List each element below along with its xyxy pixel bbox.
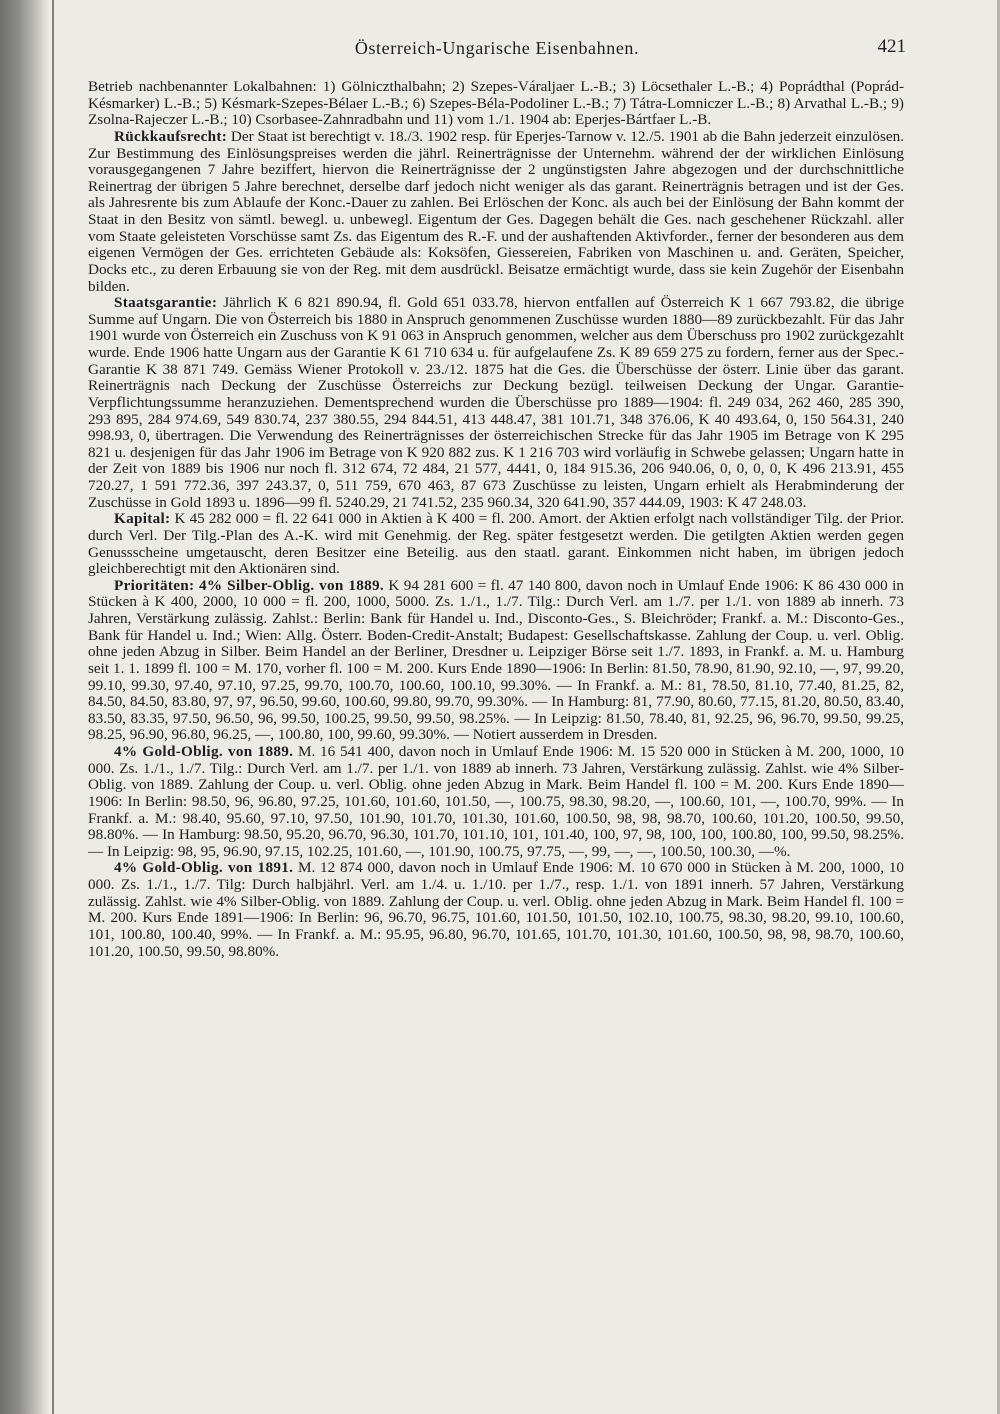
paragraph-text: Betrieb nachbenannter Lokalbahnen: 1) Gölniczthalbahn; 2) Szepes-Váraljaer L.-B.; 3) Löcsethaler L.-B.; 4) Poprádthal (Poprád-Késmarker) L.-B.; 5) Késmark-Szepes-Bélaer L.-B.; 6) Szepes-Béla-Podoliner L.-B.; 7) Tátra-Lomniczer L.-B.; 8) Arvathal L.-B.; 9) Zsolna-Rajeczer L.-B.; 10) Csorbasee-Zahnradbahn und 11) vom 1./1. 1904 ab: Eperjes-Bártfaer L.-B. — [88, 78, 904, 129]
paragraph-silber-oblig-1889 — [88, 578, 904, 744]
paragraph-text: Der Staat ist berechtigt v. 18./3. 1902 resp. für Eperjes-Tarnow v. 12./5. 1901 ab die Bahn jederzeit einzulösen. Zur Bestimmung des Einlösungspreises werden die jährl. Reinerträgnisse der Unternehm. während der der wirklichen Einlösung vorausgegangenen 7 Jahre beziffert, hiervon die Reinerträgnisse der 2 ungünstigsten Jahre abgezogen und der durchschnittliche Reinertrag der übrigen 5 Jahre berechnet, derselbe darf jedoch nicht weniger als das garant. Reinerträgnis betragen und ist der Ges. als Jahresrente bis zum Ablaufe der Konc.-Dauer zu zahlen. Bei Erlöschen der Konc. als auch bei der Einlösung der Bahn kommt der Staat in den Besitz von sämtl. bewegl. u. unbewegl. Eigentum der Ges. Dagegen behält die Ges. nach geschehener Rückzahl. aller vom Staate geleisteten Vorschüsse samt Zs. das Eigentum des R.-F. und der aushaftenden Aktivforder., ferner der besonderen aus dem eigenen Vermögen der Ges. errichteten Gebäude als: Koksöfen, Giessereien, Fabriken von Maschinen u. and. Geräten, Speicher, Docks etc., zu deren Erbauung sie von der Reg. mit dem ausdrückl. Beisatze ermächtigt wurde, dass sie kein Zugehör der Eisenbahn bilden. — [88, 127, 904, 295]
paragraph-text: K 45 282 000 = fl. 22 641 000 in Aktien à K 400 = fl. 200. Amort. der Aktien erfolgt nach vollständiger Tilg. der Prior. durch Verl. Der Tilg.-Plan des A.-K. wird mit Genehmig. der Reg. später festgesetzt werden. Die getilgten Aktien werden gegen Genussscheine umgetauscht, deren Besitzer eine Beteilig. aus den staatl. garant. Einkommen nicht haben, im übrigen jedoch gleichberechtigt mit den Aktionären sind. — [88, 510, 904, 578]
paragraph-text: M. 12 874 000, davon noch in Umlauf Ende 1906: M. 10 670 000 in Stücken à M. 200, 1000, 10 000. Zs. 1./1., 1./7. Tilg: Durch halbjährl. Verl. am 1./4. u. 1./10. per 1./7., resp. 1./1. von 1891 innerh. 57 Jahren, Verstärkung zulässig. Zahlst. wie 4% Silber-Oblig. von 1889. Zahlung der Coup. u. verl. Oblig. ohne jeden Abzug in Mark. Beim Handel fl. 100 = M. 200. Kurs Ende 1891—1906: In Berlin: 96, 96.70, 96.75, 101.60, 101.50, 101.50, 102.10, 100.75, 98.30, 98.20, 99.10, 100.60, 101, 100.80, 100.40, 99%. — In Frankf. a. M.: 95.95, 96.80, 96.70, 101.65, 101.70, 101.30, 101.60, 100.50, 98, 98, 98.70, 100.60, 101.20, 100.50, 99.50, 98.80%. — [88, 859, 905, 960]
paragraph-text: Jährlich K 6 821 890.94, fl. Gold 651 033.78, hiervon entfallen auf Österreich K 1 667 793.82, die übrige Summe auf Ungarn. Die von Österreich bis 1880 in Anspruch genommenen Zuschüsse wurden 1880—89 zurückbezahlt. Für das Jahr 1901 wurde von Österreich ein Zuschuss von K 91 063 in Anspruch genommen, welcher aus dem Überschuss pro 1902 zurückgezahlt wurde. Ende 1906 hatte Ungarn aus der Garantie K 61 710 634 u. für aufgelaufene Zs. K 89 659 275 zu fordern, ferner aus der Spec.-Garantie K 38 871 749. Gemäss Wiener Protokoll v. 23./12. 1875 hat die Ges. die Überschüsse der österr. Linie über das garant. Reinerträgnis nach Deckung der Zuschüsse Österreichs zur Deckung bezügl. teilweisen Deckung der Ungar. Garantie-Verpflichtungssumme heranzuziehen. Dementsprechend wurden die Überschüsse pro 1889—1904: fl. 249 034, 262 460, 285 390, 293 895, 284 974.69, 549 830.74, 237 380.55, 294 844.51, 413 448.47, 381 101.71, 348 376.06, K 40 493.64, 0, 150 564.31, 240 998.93, 0, übertragen. Die Verwendung des Reinerträgnisses der österreichischen Strecke für das Jahr 1905 im Betrage von K 295 821 u. desjenigen für das Jahr 1906 im Betrage von K 920 882 zus. K 1 216 703 wird vorläufig in Schwebe gelassen; Ungarn hatte in der Zeit von 1889 bis 1906 nur noch fl. 312 674, 72 484, 21 577, 4441, 0, 184 915.36, 206 940.06, 0, 0, 0, 0, K 496 213.91, 455 720.27, 1 591 772.36, 397 243.37, 0, 511 759, 670 463, 87 673 Zuschüsse zu leisten, Ungarn erhielt als Herabminderung der Zuschüsse in Gold 1893 u. 1896—99 fl. 5240.29, 21 741.52, 235 960.34, 320 641.90, 357 444.09, 1903: K 47 248.03. — [88, 294, 904, 511]
paragraph-lokalbahnen — [88, 79, 904, 129]
page-edge-line — [52, 0, 54, 1414]
paragraph-gold-oblig-1889 — [88, 744, 904, 860]
paragraph-text: M. 16 541 400, davon noch in Umlauf Ende 1906: M. 15 520 000 in Stücken à M. 200, 1000, 10 000. Zs. 1./1., 1./7. Tilg.: Durch Verl. am 1./7. per 1./1. von 1889 ab innerh. 73 Jahren, Verstärkung zulässig. Zahlst. wie 4% Silber-Oblig. von 1889. Zahlung der Coup. u. verl. Oblig. ohne jeden Abzug in Mark. Beim Handel fl. 100 = M. 200. Kurs Ende 1890—1906: In Berlin: 98.50, 96, 96.80, 97.25, 101.60, 101.60, 101.50, —, 100.75, 98.30, 98.20, —, 100.60, 101, —, 100.70, 99%. — In Frankf. a. M.: 98.40, 95.60, 97.10, 97.50, 101.90, 101.70, 101.30, 101.60, 100.50, 98, 98, 98.70, 100.60, 101.20, 100.50, 99.50, 98.80%. — In Hamburg: 98.50, 95.20, 96.70, 96.30, 101.70, 101.10, 101, 101.40, 100, 97, 98, 100, 100, 100.80, 100, 99.50, 98.25%. — In Leipzig: 98, 95, 96.90, 97.15, 102.25, 101.60, —, 101.90, 100.75, 97.75, —, 99, —, —, 100.50, 100.30, —%. — [88, 743, 905, 860]
book-binding-shadow — [0, 0, 50, 1414]
paragraph-heading: Kapital: — [114, 510, 171, 528]
paragraph-kapital — [88, 511, 904, 578]
running-title: Österreich-Ungarische Eisenbahnen. — [354, 38, 640, 58]
paragraph-heading: Prioritäten: 4% Silber-Oblig. von 1889. — [114, 576, 385, 594]
paragraph-text: K 94 281 600 = fl. 47 140 800, davon noch in Umlauf Ende 1906: K 86 430 000 in Stücken à K 400, 2000, 10 000 = fl. 200, 1000, 5000. Zs. 1./1., 1./7. Tilg.: Durch Verl. am 1./7. per 1./1. von 1889 ab innerh. 73 Jahren, Verstärkung zulässig. Zahlst.: Berlin: Bank für Handel u. Ind., Disconto-Ges., S. Bleichröder; Frankf. a. M.: Disconto-Ges., Bank für Handel u. Ind.; Wien: Allg. Österr. Boden-Credit-Anstalt; Budapest: Gesellschaftskasse. Zahlung der Coup. u. verl. Oblig. ohne jeden Abzug in Silber. Beim Handel an der Berliner, Dresdner u. Leipziger Börse seit 1./7. 1893, in Frankf. a. M. u. Hamburg seit 1. 1. 1899 fl. 100 = M. 170, vorher fl. 100 = M. 200. Kurs Ende 1890—1906: In Berlin: 81.50, 78.90, 81.90, 92.10, —, 97, 99.20, 99.10, 99.30, 97.40, 97.10, 97.25, 99.70, 100.70, 100.60, 100.10, 99.30%. — In Frankf. a. M.: 81, 78.50, 81.10, 77.40, 81.25, 82, 84.50, 84.50, 83.80, 97, 97, 96.50, 99.60, 100.60, 99.80, 99.70, 99.30%. — In Hamburg: 81, 77.90, 80.60, 77.15, 81.20, 80.50, 83.40, 83.50, 83.35, 97.50, 96.50, 96, 99.50, 100.25, 99.50, 99.50, 98.25%. — In Leipzig: 81.50, 78.40, 81, 92.25, 96, 96.70, 99.50, 99.25, 98.25, 96.90, 96.80, 96.25, —, 100.80, 100, 99.60, 99.30%. — Notiert ausserdem in Dresden. — [88, 576, 904, 744]
paragraph-gold-oblig-1891 — [88, 860, 904, 960]
paragraph-heading: 4% Gold-Oblig. von 1889. — [114, 743, 294, 760]
page-header — [88, 38, 906, 62]
paragraph-heading: Staatsgarantie: — [114, 294, 218, 312]
page-body — [88, 79, 904, 960]
page-number: 421 — [877, 36, 906, 57]
paragraph-heading: Rückkaufsrecht: — [114, 127, 228, 145]
paragraph-rueckkaufsrecht — [88, 129, 904, 295]
paragraph-staatsgarantie — [88, 295, 904, 511]
paragraph-heading: 4% Gold-Oblig. von 1891. — [114, 859, 294, 877]
